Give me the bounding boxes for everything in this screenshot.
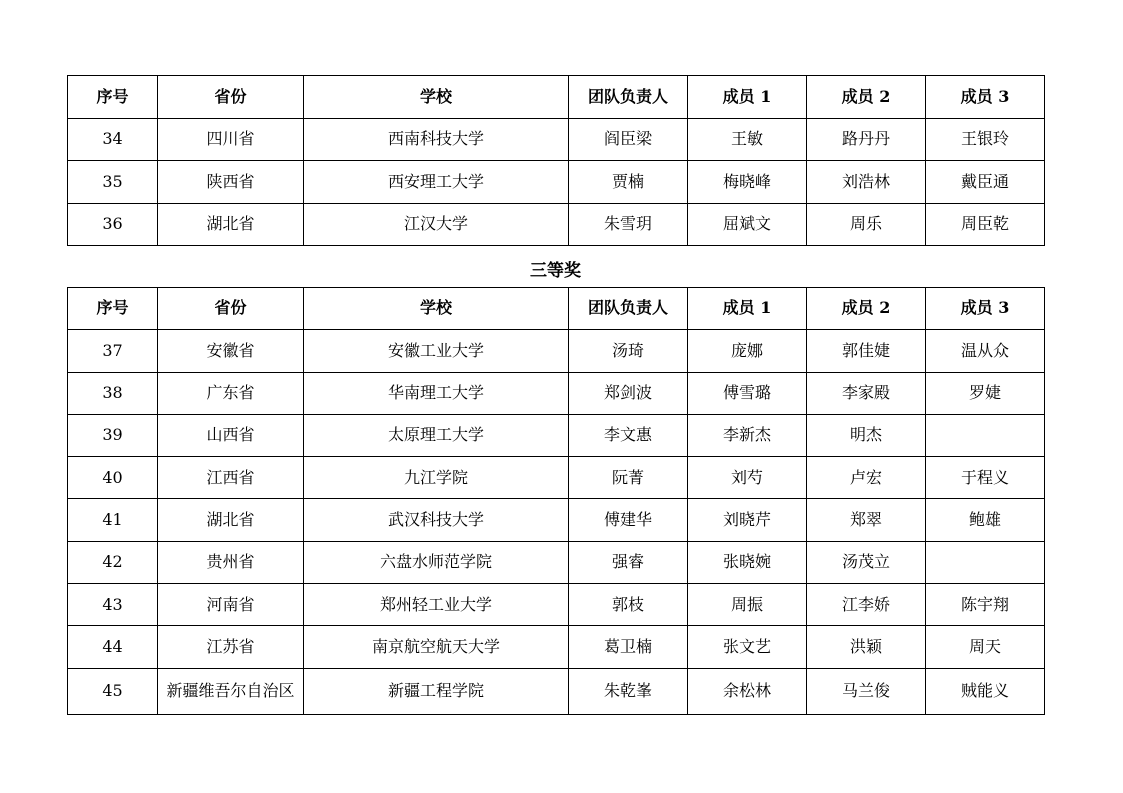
table-row — [68, 203, 1045, 246]
cell-province: 江西省 — [158, 457, 304, 499]
cell-team-leader: 朱乾峯 — [569, 668, 688, 714]
table-row — [68, 161, 1045, 204]
table-row — [68, 372, 1045, 414]
cell-school: 武汉科技大学 — [304, 499, 569, 541]
cell-index: 42 — [68, 541, 158, 583]
cell-member-2: 周乐 — [807, 203, 926, 246]
cell-school: 西安理工大学 — [304, 161, 569, 204]
cell-index: 38 — [68, 372, 158, 414]
cell-team-leader: 郑剑波 — [569, 372, 688, 414]
header-member-3: 成员 3 — [926, 76, 1045, 119]
cell-team-leader: 汤琦 — [569, 330, 688, 372]
awards-table-third-prize — [67, 287, 1045, 715]
cell-member-3: 于程义 — [926, 457, 1045, 499]
cell-school: 新疆工程学院 — [304, 668, 569, 714]
header-index: 序号 — [68, 76, 158, 119]
cell-school: 华南理工大学 — [304, 372, 569, 414]
cell-province: 新疆维吾尔自治区 — [158, 668, 304, 714]
table-row — [68, 668, 1045, 714]
cell-index: 36 — [68, 203, 158, 246]
cell-school: 安徽工业大学 — [304, 330, 569, 372]
cell-member-1: 余松林 — [688, 668, 807, 714]
cell-school: 郑州轻工业大学 — [304, 584, 569, 626]
cell-member-3: 王银玲 — [926, 118, 1045, 161]
cell-member-1: 刘晓芹 — [688, 499, 807, 541]
cell-member-3: 周天 — [926, 626, 1045, 668]
cell-member-2: 汤茂立 — [807, 541, 926, 583]
table-row — [68, 626, 1045, 668]
cell-member-2: 马兰俊 — [807, 668, 926, 714]
cell-index: 40 — [68, 457, 158, 499]
cell-member-1: 傅雪璐 — [688, 372, 807, 414]
cell-member-2: 江李娇 — [807, 584, 926, 626]
cell-province: 河南省 — [158, 584, 304, 626]
cell-province: 陕西省 — [158, 161, 304, 204]
table-row — [68, 584, 1045, 626]
cell-member-1: 刘芍 — [688, 457, 807, 499]
cell-member-1: 庞娜 — [688, 330, 807, 372]
cell-school: 九江学院 — [304, 457, 569, 499]
table-header-row — [68, 76, 1045, 119]
cell-member-1: 张文艺 — [688, 626, 807, 668]
table-row — [68, 457, 1045, 499]
cell-province: 四川省 — [158, 118, 304, 161]
cell-province: 江苏省 — [158, 626, 304, 668]
header-member-2: 成员 2 — [807, 76, 926, 119]
table-row — [68, 499, 1045, 541]
cell-member-3: 罗婕 — [926, 372, 1045, 414]
table-header-row — [68, 288, 1045, 330]
cell-member-1: 张晓婉 — [688, 541, 807, 583]
header-index: 序号 — [68, 288, 158, 330]
cell-team-leader: 阎臣梁 — [569, 118, 688, 161]
cell-team-leader: 郭枝 — [569, 584, 688, 626]
cell-member-2: 李家殿 — [807, 372, 926, 414]
table-row — [68, 118, 1045, 161]
header-member-3: 成员 3 — [926, 288, 1045, 330]
cell-school: 南京航空航天大学 — [304, 626, 569, 668]
header-member-2: 成员 2 — [807, 288, 926, 330]
table-row — [68, 414, 1045, 456]
cell-member-3: 戴臣通 — [926, 161, 1045, 204]
header-team-leader: 团队负责人 — [569, 288, 688, 330]
cell-member-2: 明杰 — [807, 414, 926, 456]
cell-school: 太原理工大学 — [304, 414, 569, 456]
cell-index: 39 — [68, 414, 158, 456]
cell-index: 44 — [68, 626, 158, 668]
cell-member-2: 洪颖 — [807, 626, 926, 668]
cell-school: 西南科技大学 — [304, 118, 569, 161]
cell-team-leader: 李文惠 — [569, 414, 688, 456]
cell-team-leader: 朱雪玥 — [569, 203, 688, 246]
cell-member-3: 温从众 — [926, 330, 1045, 372]
cell-member-2: 路丹丹 — [807, 118, 926, 161]
cell-team-leader: 葛卫楠 — [569, 626, 688, 668]
cell-member-3 — [926, 414, 1045, 456]
cell-member-2: 郑翠 — [807, 499, 926, 541]
cell-member-3: 周臣乾 — [926, 203, 1045, 246]
cell-member-1: 梅晓峰 — [688, 161, 807, 204]
cell-province: 贵州省 — [158, 541, 304, 583]
cell-province: 山西省 — [158, 414, 304, 456]
cell-member-3: 贼能义 — [926, 668, 1045, 714]
header-province: 省份 — [158, 288, 304, 330]
header-member-1: 成员 1 — [688, 288, 807, 330]
header-member-1: 成员 1 — [688, 76, 807, 119]
table-row — [68, 330, 1045, 372]
cell-member-1: 屈斌文 — [688, 203, 807, 246]
cell-member-3 — [926, 541, 1045, 583]
cell-team-leader: 贾楠 — [569, 161, 688, 204]
cell-province: 湖北省 — [158, 499, 304, 541]
cell-member-1: 周振 — [688, 584, 807, 626]
header-team-leader: 团队负责人 — [569, 76, 688, 119]
awards-table-second-prize-continued — [67, 75, 1045, 246]
cell-member-2: 刘浩林 — [807, 161, 926, 204]
table-row — [68, 541, 1045, 583]
cell-team-leader: 阮菁 — [569, 457, 688, 499]
cell-province: 安徽省 — [158, 330, 304, 372]
cell-index: 35 — [68, 161, 158, 204]
cell-province: 湖北省 — [158, 203, 304, 246]
cell-index: 37 — [68, 330, 158, 372]
cell-index: 43 — [68, 584, 158, 626]
cell-member-2: 卢宏 — [807, 457, 926, 499]
cell-member-3: 鲍雄 — [926, 499, 1045, 541]
header-school: 学校 — [304, 288, 569, 330]
cell-member-2: 郭佳婕 — [807, 330, 926, 372]
cell-school: 江汉大学 — [304, 203, 569, 246]
cell-index: 41 — [68, 499, 158, 541]
cell-index: 34 — [68, 118, 158, 161]
cell-team-leader: 傅建华 — [569, 499, 688, 541]
cell-index: 45 — [68, 668, 158, 714]
cell-province: 广东省 — [158, 372, 304, 414]
cell-member-1: 王敏 — [688, 118, 807, 161]
cell-member-3: 陈宇翔 — [926, 584, 1045, 626]
header-school: 学校 — [304, 76, 569, 119]
cell-team-leader: 强睿 — [569, 541, 688, 583]
cell-school: 六盘水师范学院 — [304, 541, 569, 583]
section-title-third-prize: 三等奖 — [530, 261, 581, 281]
cell-member-1: 李新杰 — [688, 414, 807, 456]
header-province: 省份 — [158, 76, 304, 119]
